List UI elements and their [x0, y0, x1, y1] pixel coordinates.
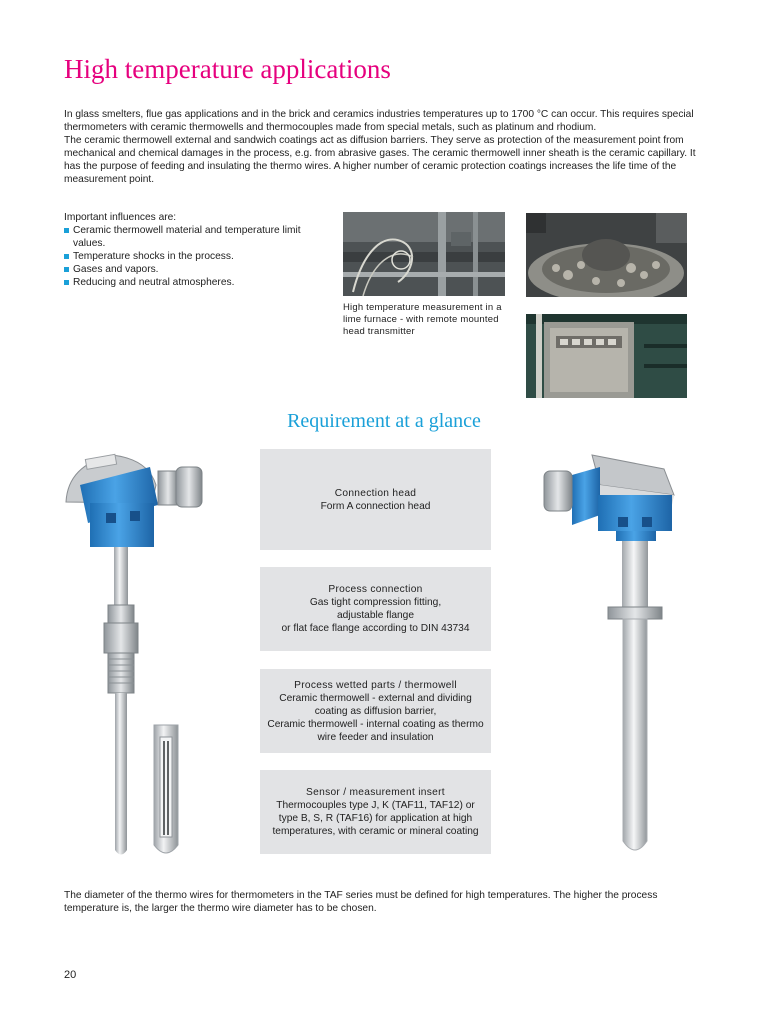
- page-number: 20: [64, 969, 77, 981]
- requirement-line: Ceramic thermowell - internal coating as thermo: [267, 718, 484, 730]
- intro-paragraph-2: The ceramic thermowell external and sandwich coatings act as diffusion barriers. They serve as protection of the measurement point from mechanical and chemical damages in the process, e.g. from abrasive gases. The ceramic thermowell inner sheath is the ceramic capillary. It has the purpose of feeding and insulating the thermo wires. A higher number of ceramic protection coatings increases the life time of the measurement point.: [64, 135, 696, 185]
- requirement-box-thermowell: [260, 669, 491, 753]
- influences-heading: Important influences are:: [64, 212, 177, 223]
- requirement-title: Sensor / measurement insert: [306, 787, 445, 798]
- intro-text: [64, 108, 700, 186]
- list-item: Reducing and neutral atmospheres.: [64, 276, 314, 289]
- thermometer-compression-fitting-illustration: [60, 445, 220, 865]
- photo-caption: High temperature measurement in a lime furnace - with remote mounted head transmitter: [343, 302, 502, 337]
- requirement-heading: Requirement at a glance: [287, 410, 481, 432]
- footer-note: The diameter of the thermo wires for thermometers in the TAF series must be defined for high temperatures. The higher the process temperature is, the larger the thermo wire diameter has to be chosen.: [64, 890, 658, 914]
- bullet-square-icon: [64, 228, 69, 233]
- requirement-box-connection-head: [260, 449, 491, 550]
- requirement-line: Gas tight compression fitting,: [309, 597, 442, 608]
- transmitter-cabinet-photo: [526, 314, 687, 398]
- requirement-line: Ceramic thermowell - external and dividing: [279, 692, 472, 704]
- requirement-line: Thermocouples type J, K (TAF11, TAF12) or: [276, 800, 475, 811]
- requirement-line: Form A connection head: [320, 500, 431, 512]
- list-item: Temperature shocks in the process.: [64, 250, 314, 263]
- bullet-square-icon: [64, 267, 69, 272]
- requirement-box-sensor-insert: [260, 770, 491, 854]
- requirement-line: coating as diffusion barrier,: [314, 705, 437, 717]
- requirement-title: Process connection: [328, 584, 423, 595]
- requirement-line: adjustable flange: [336, 610, 415, 621]
- requirement-line: temperatures, with ceramic or mineral coating: [272, 826, 479, 837]
- thermometer-flange-illustration: [532, 445, 682, 865]
- list-item: Gases and vapors.: [64, 263, 314, 276]
- requirement-line: type B, S, R (TAF16) for application at high: [278, 813, 473, 824]
- intro-paragraph-1: In glass smelters, flue gas applications and in the brick and ceramics industries temperatures up to 1700 °C can occur. This requires special thermometers with ceramic thermowells and thermocouples made from special metals, such as platinum and rhodium.: [64, 109, 694, 133]
- influences-list: [64, 211, 314, 289]
- lime-furnace-photo: [526, 213, 687, 297]
- requirement-title: Process wetted parts / thermowell: [294, 679, 457, 691]
- bullet-square-icon: [64, 280, 69, 285]
- page-title: High temperature applications: [64, 54, 391, 84]
- list-item: Ceramic thermowell material and temperature limit values.: [64, 224, 314, 250]
- requirement-line: wire feeder and insulation: [317, 731, 434, 743]
- bullet-square-icon: [64, 254, 69, 259]
- requirement-box-process-connection: [260, 567, 491, 651]
- requirement-line: or flat face flange according to DIN 43734: [281, 623, 470, 634]
- requirement-title: Connection head: [334, 487, 417, 499]
- furnace-piping-photo: [343, 212, 505, 296]
